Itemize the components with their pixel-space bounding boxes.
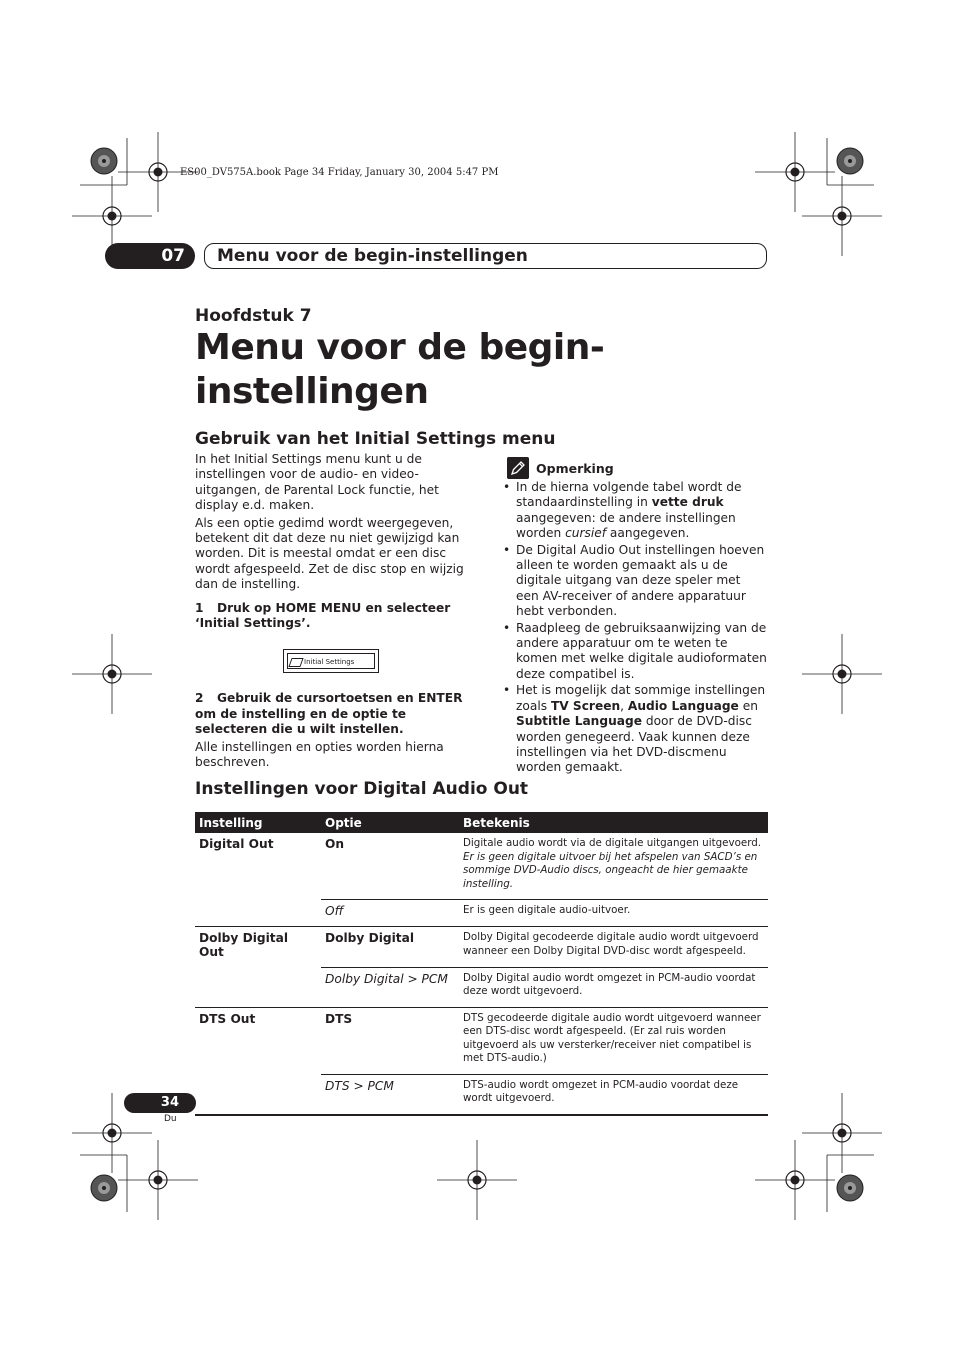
step-1: [195, 601, 473, 632]
registration-mark-mid-left: [72, 634, 152, 714]
section-heading-initial-settings: Gebruik van het Initial Settings menu: [195, 429, 556, 449]
option-cell: On: [325, 837, 345, 851]
table-row: [195, 1074, 768, 1115]
note-item-4-text-a: Het is mogelijk dat sommige instellingen zoals: [516, 683, 766, 713]
note-item-1-italic: cursief: [565, 526, 607, 541]
registration-mark-top-right: [755, 132, 835, 212]
table-row: [195, 967, 768, 1007]
pencil-note-icon: [507, 457, 529, 479]
col-header-option: Optie: [321, 812, 459, 833]
note-item-4-text-c: door de DVD-disc worden genegeerd. Vaak kunnen deze instellingen via het DVD-discmenu worden gemaakt.: [516, 714, 752, 775]
step-2: [195, 691, 473, 737]
col-header-setting: Instelling: [195, 812, 321, 833]
chapter-label: Hoofdstuk 7: [195, 306, 312, 326]
option-cell: Dolby Digital > PCM: [321, 967, 459, 1007]
note-item-4-tv-screen: TV Screen: [550, 698, 621, 713]
paragraph-intro: In het Initial Settings menu kunt u de instellingen voor de audio- en video-uitgangen, de Parental Lock functie, het display e.d. maken.: [195, 452, 439, 513]
meaning-note: Er is geen digitale uitvoer bij het afspelen van SACD’s en sommige DVD-Audio discs, ongeacht de hier gemaakte instelling.: [463, 850, 758, 890]
initial-settings-menu-item: [283, 649, 379, 673]
note-item-4-subtitle-language: Subtitle Language: [516, 714, 642, 729]
registration-mark-lower-right: [802, 1093, 882, 1173]
col-header-meaning: Betekenis: [459, 812, 768, 833]
chapter-number-badge: 07: [105, 243, 195, 269]
setting-cell-empty: [195, 967, 321, 1007]
table-row: [195, 833, 768, 900]
registration-mark-mid-right: [802, 634, 882, 714]
setting-cell: Dolby Digital Out: [195, 927, 321, 968]
language-code: Du: [164, 1114, 177, 1124]
setting-cell-empty: [195, 1074, 321, 1115]
initial-settings-label: Initial Settings: [304, 658, 355, 667]
running-header: Menu voor de begin-instellingen: [204, 243, 767, 269]
note-item-1-text-b: aangegeven: de andere instellingen worden: [516, 510, 736, 541]
option-cell: DTS: [321, 1007, 459, 1074]
note-item-4-and: en: [738, 698, 758, 713]
setting-cell-empty: [195, 900, 321, 927]
note-item-1-text-c: aangegeven.: [606, 526, 690, 541]
digital-audio-out-table: [195, 812, 768, 1116]
meaning-cell: Dolby Digital gecodeerde digitale audio wordt uitgevoerd wanneer een Dolby Digital DVD-disc wordt afgespeeld.: [459, 927, 768, 968]
chapter-title: [195, 326, 755, 414]
note-item-1: [503, 480, 767, 542]
registration-mark-bottom-right: [755, 1140, 835, 1220]
table-row: [195, 900, 768, 927]
table-row: [195, 927, 768, 968]
option-cell: Dolby Digital: [321, 927, 459, 968]
chapter-title-line2: instellingen: [195, 371, 429, 412]
step-2-number: 2: [195, 691, 204, 706]
note-item-3: • Raadpleeg de gebruiksaanwijzing van de andere apparatuur om te weten te komen met welke digitale audioformaten deze compatibel is.: [503, 621, 767, 683]
meaning-cell: DTS gecodeerde digitale audio wordt uitgevoerd wanneer een DTS-disc wordt afgespeeld. (Er zal ruis worden uitgevoerd als uw versterker/receiver niet compatibel is met DTS-audio.): [459, 1007, 768, 1074]
settings-icon: [288, 658, 303, 667]
meaning-cell: Er is geen digitale audio-uitvoer.: [459, 900, 768, 927]
meaning-cell: Dolby Digital audio wordt omgezet in PCM-audio voordat deze wordt uitgevoerd.: [459, 967, 768, 1007]
setting-cell: Digital Out: [199, 837, 274, 851]
note-list: [503, 480, 767, 777]
book-info: ES00_DV575A.book Page 34 Friday, January 30, 2004 5:47 PM: [180, 167, 499, 178]
registration-mark-upper-right: [802, 176, 882, 256]
starburst-bottom-left: [91, 1175, 117, 1201]
note-item-4-audio-language: Audio Language: [627, 698, 739, 713]
page-number-badge: 34: [124, 1093, 196, 1113]
starburst-bottom-right: [837, 1175, 863, 1201]
starburst-top-right: [837, 148, 863, 174]
meaning-cell: DTS-audio wordt omgezet in PCM-audio voordat deze wordt uitgevoerd.: [459, 1074, 768, 1115]
note-item-4-separator: ,: [620, 698, 628, 713]
option-cell: Off: [321, 900, 459, 927]
paragraph-dimmed: Als een optie gedimd wordt weergegeven, betekent dit dat deze nu niet gewijzigd kan worden. Dit is meestal omdat er een disc wordt afgespeeld. Zet de disc stop en wijzig dan de instelling.: [195, 515, 464, 592]
initial-settings-menu-inner: [287, 653, 375, 669]
note-item-4: [503, 683, 767, 775]
chapter-title-line1: Menu voor de begin-: [195, 327, 605, 368]
step-1-text: Druk op HOME MENU en selecteer ‘Initial Settings’.: [195, 600, 451, 631]
registration-mark-bottom-left: [118, 1140, 198, 1220]
meaning-cell: [459, 833, 768, 900]
step-1-number: 1: [195, 600, 204, 615]
setting-cell: DTS Out: [195, 1007, 321, 1074]
option-cell: DTS > PCM: [321, 1074, 459, 1115]
note-item-2: • De Digital Audio Out instellingen hoeven alleen te worden gemaakt als u de digitale uitgang van deze speler met een AV-receiver of andere apparatuur hebt verbonden.: [503, 543, 767, 620]
registration-mark-bottom-center: [437, 1140, 517, 1220]
section-heading-digital-audio-out: Instellingen voor Digital Audio Out: [195, 779, 529, 799]
step-2-description: Alle instellingen en opties worden hierna beschreven.: [195, 739, 444, 770]
note-item-1-bold: vette druk: [651, 495, 724, 510]
table-header-row: [195, 812, 768, 833]
note-item-1-text-a: In de hierna volgende tabel wordt de standaardinstelling in: [516, 480, 742, 510]
table-row: [195, 1007, 768, 1074]
left-column: [195, 452, 473, 773]
note-label: Opmerking: [536, 461, 614, 476]
meaning-text: Digitale audio wordt via de digitale uitgangen uitgevoerd.: [463, 837, 762, 849]
starburst-top-left: [91, 148, 117, 174]
step-2-text: Gebruik de cursortoetsen en ENTER om de instelling en de optie te selecteren die u wilt instellen.: [195, 691, 463, 737]
